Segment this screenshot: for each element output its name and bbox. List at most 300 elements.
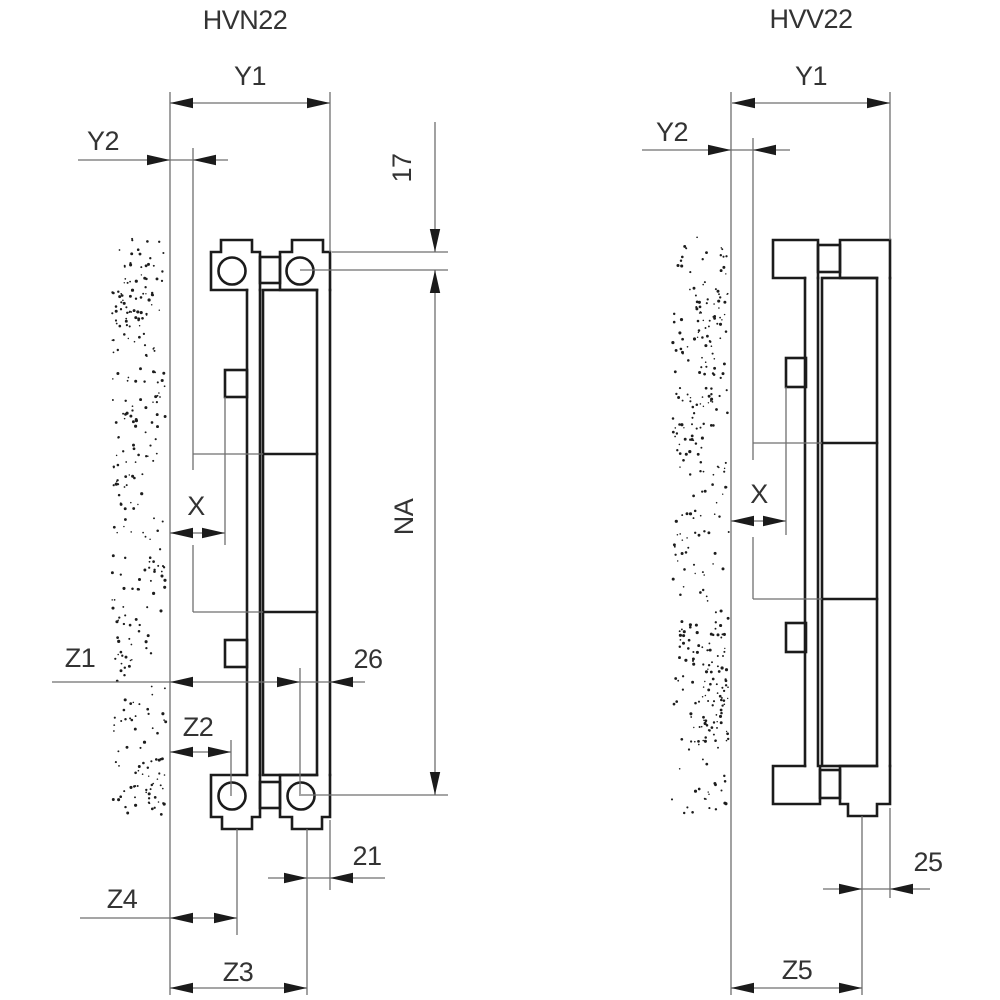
stipple-dot [151, 808, 154, 811]
stipple-dot [707, 700, 709, 702]
stipple-dot [134, 316, 137, 319]
diagram-hvv22 [642, 4, 943, 995]
stipple-dot [157, 395, 159, 397]
stipple-dot [697, 453, 700, 456]
stipple-dot [709, 340, 711, 342]
stipple-dot [692, 495, 695, 498]
top-left-valve-circle [219, 258, 246, 285]
stipple-dot [115, 483, 118, 486]
stipple-dot [708, 395, 711, 398]
stipple-dot [161, 270, 163, 272]
stipple-dot [137, 504, 138, 505]
stipple-dot [715, 808, 717, 810]
stipple-dot [701, 336, 704, 339]
stipple-dot [162, 788, 164, 790]
stipple-dot [148, 567, 150, 569]
stipple-dot [129, 295, 132, 298]
stipple-dot [701, 437, 704, 440]
mounting-tab-lower [786, 623, 806, 652]
stipple-dot [719, 296, 721, 298]
dim-na-label: NA [389, 498, 420, 536]
stipple-dot [706, 724, 709, 727]
stipple-dot [697, 644, 700, 647]
stipple-dot [674, 677, 677, 680]
stipple-dot [120, 651, 123, 654]
stipple-dot [148, 775, 149, 776]
stipple-dot [126, 324, 128, 326]
stipple-dot [156, 401, 158, 403]
stipple-dot [143, 569, 146, 572]
stipple-dot [127, 380, 129, 382]
stipple-dot [702, 663, 704, 665]
stipple-dot [722, 494, 723, 495]
stipple-dot [694, 790, 697, 793]
stipple-dot [112, 340, 113, 341]
stipple-dot [156, 277, 159, 280]
stipple-dot [150, 788, 152, 790]
stipple-dot [724, 802, 727, 805]
stipple-dot [122, 413, 124, 415]
stipple-dot [679, 593, 682, 596]
stipple-dot [130, 531, 132, 533]
stipple-dot [146, 240, 149, 243]
stipple-dot [113, 526, 116, 529]
stipple-dot [115, 310, 118, 313]
stipple-dot [137, 785, 139, 787]
stipple-dot [145, 293, 146, 294]
stipple-dot [673, 313, 675, 315]
stipple-dot [147, 455, 149, 457]
arrowhead [839, 983, 862, 993]
stipple-dot [682, 459, 685, 462]
stipple-dot [723, 690, 725, 692]
stipple-dot [688, 450, 691, 453]
stipple-dot [687, 394, 689, 396]
stipple-dot [715, 288, 717, 290]
stipple-dot [681, 351, 684, 354]
stipple-dot [698, 534, 701, 537]
stipple-dot [117, 290, 119, 292]
stipple-dot [136, 310, 139, 313]
dim-z3-label: Z3 [222, 957, 254, 987]
stipple-dot [156, 530, 159, 533]
stipple-dot [675, 700, 678, 703]
stipple-dot [124, 557, 126, 559]
stipple-dot [714, 513, 716, 515]
stipple-dot [125, 656, 128, 659]
stipple-dot [704, 798, 706, 800]
stipple-dot [710, 393, 712, 395]
stipple-dot [702, 571, 704, 573]
stipple-dot [699, 591, 702, 594]
arrowhead [202, 528, 225, 538]
stipple-dot [147, 263, 150, 266]
stipple-dot [142, 532, 144, 534]
stipple-dot [145, 789, 147, 791]
stipple-dot [727, 293, 729, 295]
stipple-dot [120, 308, 122, 310]
stipple-dot [133, 447, 136, 450]
stipple-dot [158, 772, 160, 774]
stipple-dot [131, 409, 133, 411]
stipple-dot [679, 634, 682, 637]
stipple-dot [716, 714, 718, 716]
stipple-dot [698, 744, 700, 746]
bottom-connector [820, 770, 840, 798]
stipple-dot [150, 580, 152, 582]
stipple-dot [111, 571, 114, 574]
stipple-dot [144, 286, 146, 288]
stipple-dot [676, 432, 678, 434]
stipple-dot [149, 802, 151, 804]
stipple-dot [708, 791, 709, 792]
stipple-dot [140, 492, 143, 495]
arrowhead [214, 913, 237, 923]
stipple-dot [683, 586, 685, 588]
stipple-dot [117, 640, 120, 643]
stipple-dot [117, 349, 119, 351]
stipple-dot [123, 526, 124, 527]
stipple-dot [116, 479, 118, 481]
arrowhead [170, 677, 193, 687]
stipple-dot [121, 663, 123, 665]
dim-26-label: 26 [353, 644, 383, 674]
stipple-dot [695, 442, 697, 444]
stipple-dot [146, 606, 148, 608]
stipple-dot [718, 293, 720, 295]
stipple-dot [689, 512, 692, 515]
stipple-dot [157, 565, 159, 567]
stipple-dot [721, 666, 724, 669]
stipple-dot [139, 367, 142, 370]
stipple-dot [164, 415, 167, 418]
stipple-dot [113, 467, 115, 469]
stipple-dot [705, 387, 708, 390]
stipple-dot [720, 709, 723, 712]
stipple-dot [701, 726, 703, 728]
stipple-dot [717, 633, 720, 636]
stipple-dot [686, 537, 688, 539]
stipple-dot [721, 319, 722, 320]
stipple-dot [679, 466, 680, 467]
stipple-dot [704, 490, 707, 493]
stipple-dot [151, 694, 153, 696]
stipple-dot [131, 719, 134, 722]
stipple-dot [119, 249, 121, 251]
stipple-dot [134, 804, 137, 807]
stipple-dot [672, 578, 675, 581]
stipple-dot [692, 406, 695, 409]
stipple-dot [161, 571, 163, 573]
stipple-dot [117, 798, 120, 801]
dim-17-label: 17 [387, 153, 418, 183]
stipple-dot [153, 570, 156, 573]
stipple-dot [675, 349, 678, 352]
stipple-dot [119, 325, 122, 328]
stipple-dot [674, 370, 677, 373]
stipple-dot [680, 348, 683, 351]
wall-stipple [671, 236, 730, 814]
stipple-dot [723, 301, 726, 304]
stipple-dot [152, 592, 155, 595]
stipple-dot [702, 758, 704, 760]
stipple-dot [704, 736, 707, 739]
stipple-dot [127, 282, 129, 284]
stipple-dot [712, 563, 714, 565]
stipple-dot [725, 668, 728, 671]
stipple-dot [699, 470, 701, 472]
dim-25-label: 25 [913, 847, 943, 877]
stipple-dot [721, 697, 723, 699]
stipple-dot [705, 763, 708, 766]
stipple-dot [133, 309, 136, 312]
stipple-dot [677, 560, 678, 561]
stipple-dot [118, 620, 119, 621]
stipple-dot [680, 738, 683, 741]
stipple-dot [122, 300, 124, 302]
stipple-dot [713, 315, 716, 318]
stipple-dot [686, 512, 689, 515]
stipple-dot [721, 687, 723, 689]
stipple-dot [122, 450, 124, 452]
stipple-dot [700, 515, 702, 517]
stipple-dot [713, 734, 715, 736]
stipple-dot [121, 655, 123, 657]
stipple-dot [143, 333, 145, 335]
stipple-dot [148, 797, 150, 799]
dim-z1-label: Z1 [64, 643, 96, 673]
stipple-dot [693, 337, 696, 340]
stipple-dot [714, 358, 716, 360]
stipple-dot [708, 729, 710, 731]
bottom-right-block [840, 766, 890, 816]
stipple-dot [131, 289, 134, 292]
stipple-dot [123, 623, 125, 625]
stipple-dot [717, 747, 719, 749]
stipple-dot [145, 354, 148, 357]
stipple-dot [718, 515, 720, 517]
stipple-dot [112, 798, 115, 801]
stipple-dot [163, 586, 166, 589]
stipple-dot [725, 462, 727, 464]
stipple-dot [712, 634, 714, 636]
stipple-dot [162, 802, 164, 804]
stipple-dot [678, 331, 681, 334]
stipple-dot [714, 740, 716, 742]
stipple-dot [157, 778, 159, 780]
arrowhead [430, 270, 440, 293]
stipple-dot [711, 483, 714, 486]
stipple-dot [144, 344, 146, 346]
stipple-dot [682, 400, 684, 402]
stipple-dot [135, 715, 137, 717]
stipple-dot [677, 680, 679, 682]
stipple-dot [684, 659, 687, 662]
stipple-dot [718, 670, 721, 673]
stipple-dot [703, 686, 704, 687]
stipple-dot [129, 474, 130, 475]
stipple-dot [128, 338, 129, 339]
stipple-dot [717, 300, 720, 303]
stipple-dot [129, 325, 131, 327]
arrowhead [147, 155, 170, 165]
stipple-dot [717, 290, 720, 293]
stipple-dot [153, 517, 155, 519]
stipple-dot [720, 637, 722, 639]
stipple-dot [143, 741, 146, 744]
stipple-dot [145, 455, 147, 457]
stipple-dot [726, 732, 729, 735]
stipple-dot [682, 675, 684, 677]
stipple-dot [723, 471, 725, 473]
stipple-dot [683, 812, 685, 814]
stipple-dot [708, 807, 710, 809]
stipple-dot [672, 417, 675, 420]
stipple-dot [727, 698, 728, 699]
stipple-dot [135, 461, 137, 463]
stipple-dot [129, 786, 132, 789]
wall-left [111, 92, 170, 995]
stipple-dot [130, 660, 132, 662]
stipple-dot [719, 395, 721, 397]
stipple-dot [702, 423, 704, 425]
stipple-dot [137, 454, 140, 457]
stipple-dot [687, 547, 689, 549]
stipple-dot [706, 649, 708, 651]
stipple-dot [726, 740, 728, 742]
stipple-dot [725, 684, 727, 686]
stipple-dot [154, 350, 156, 352]
stipple-dot [151, 686, 153, 688]
stipple-dot [112, 378, 114, 380]
stipple-dot [126, 412, 129, 415]
stipple-dot [713, 782, 716, 785]
stipple-dot [693, 564, 695, 566]
stipple-dot [158, 392, 160, 394]
stipple-dot [727, 738, 729, 740]
stipple-dot [720, 377, 722, 379]
stipple-dot [699, 726, 701, 728]
stipple-dot [137, 248, 140, 251]
stipple-dot [135, 618, 138, 621]
stipple-dot [680, 620, 683, 623]
radiator-body-hvv22 [773, 240, 890, 816]
stipple-dot [691, 681, 694, 684]
stipple-dot [711, 726, 714, 729]
bottom-left-block [773, 766, 820, 804]
stipple-dot [708, 325, 710, 327]
stipple-dot [124, 418, 126, 420]
stipple-dot [152, 560, 155, 563]
stipple-dot [114, 599, 116, 601]
stipple-dot [713, 303, 715, 305]
stipple-dot [135, 419, 138, 422]
stipple-dot [129, 702, 132, 705]
stipple-dot [116, 532, 118, 534]
stipple-dot [702, 740, 704, 742]
stipple-dot [149, 257, 151, 259]
arrowhead [170, 747, 193, 757]
stipple-dot [160, 813, 163, 816]
stipple-dot [118, 765, 120, 767]
bottom-connector [260, 782, 280, 808]
stipple-dot [696, 236, 698, 238]
stipple-dot [140, 296, 143, 299]
stipple-dot [698, 788, 701, 791]
stipple-dot [711, 345, 713, 347]
stipple-dot [129, 415, 132, 418]
arrowhead [193, 155, 216, 165]
stipple-dot [113, 730, 115, 732]
stipple-dot [152, 348, 154, 350]
stipple-dot [696, 631, 699, 634]
stipple-dot [111, 607, 114, 610]
stipple-dot [691, 435, 694, 438]
stipple-dot [708, 664, 710, 666]
stipple-dot [125, 320, 128, 323]
stipple-dot [703, 530, 705, 532]
stipple-dot [726, 731, 727, 732]
stipple-dot [678, 423, 681, 426]
stipple-dot [681, 256, 684, 259]
stipple-dot [708, 402, 709, 403]
stipple-dot [124, 698, 127, 701]
stipple-dot [124, 282, 125, 283]
stipple-dot [122, 606, 124, 608]
stipple-dot [154, 807, 156, 809]
stipple-dot [700, 366, 702, 368]
arrowhead [731, 516, 754, 526]
stipple-dot [726, 389, 728, 391]
stipple-dot [145, 431, 147, 433]
stipple-dot [159, 548, 161, 550]
dimensions-hvv22 [642, 61, 943, 993]
stipple-dot [674, 546, 676, 548]
stipple-dot [128, 638, 130, 640]
bottom-left-valve-circle [219, 783, 246, 810]
stipple-dot [715, 611, 717, 613]
arrowhead [763, 516, 786, 526]
stipple-dot [148, 792, 151, 795]
stipple-dot [683, 568, 686, 571]
stipple-dot [693, 287, 696, 290]
stipple-dot [694, 702, 697, 705]
stipple-dot [681, 514, 683, 516]
dim-x-label: X [750, 479, 768, 509]
stipple-dot [725, 330, 728, 333]
arrowhead [307, 98, 330, 108]
arrowhead [708, 145, 731, 155]
stipple-dot [129, 717, 131, 719]
stipple-dot [703, 320, 705, 322]
stipple-dot [151, 784, 153, 786]
arrowhead [732, 98, 755, 108]
stipple-dot [704, 281, 706, 283]
stipple-dot [164, 720, 167, 723]
stipple-dot [712, 678, 715, 681]
stipple-dot [672, 431, 675, 434]
arrowhead [330, 677, 353, 687]
stipple-dot [138, 630, 141, 633]
stipple-dot [158, 241, 160, 243]
top-right-block [840, 240, 890, 278]
stipple-dot [716, 727, 718, 729]
stipple-dot [678, 656, 681, 659]
stipple-dot [691, 423, 693, 425]
stipple-dot [707, 298, 709, 300]
stipple-dot [151, 292, 153, 294]
stipple-dot [689, 400, 691, 402]
